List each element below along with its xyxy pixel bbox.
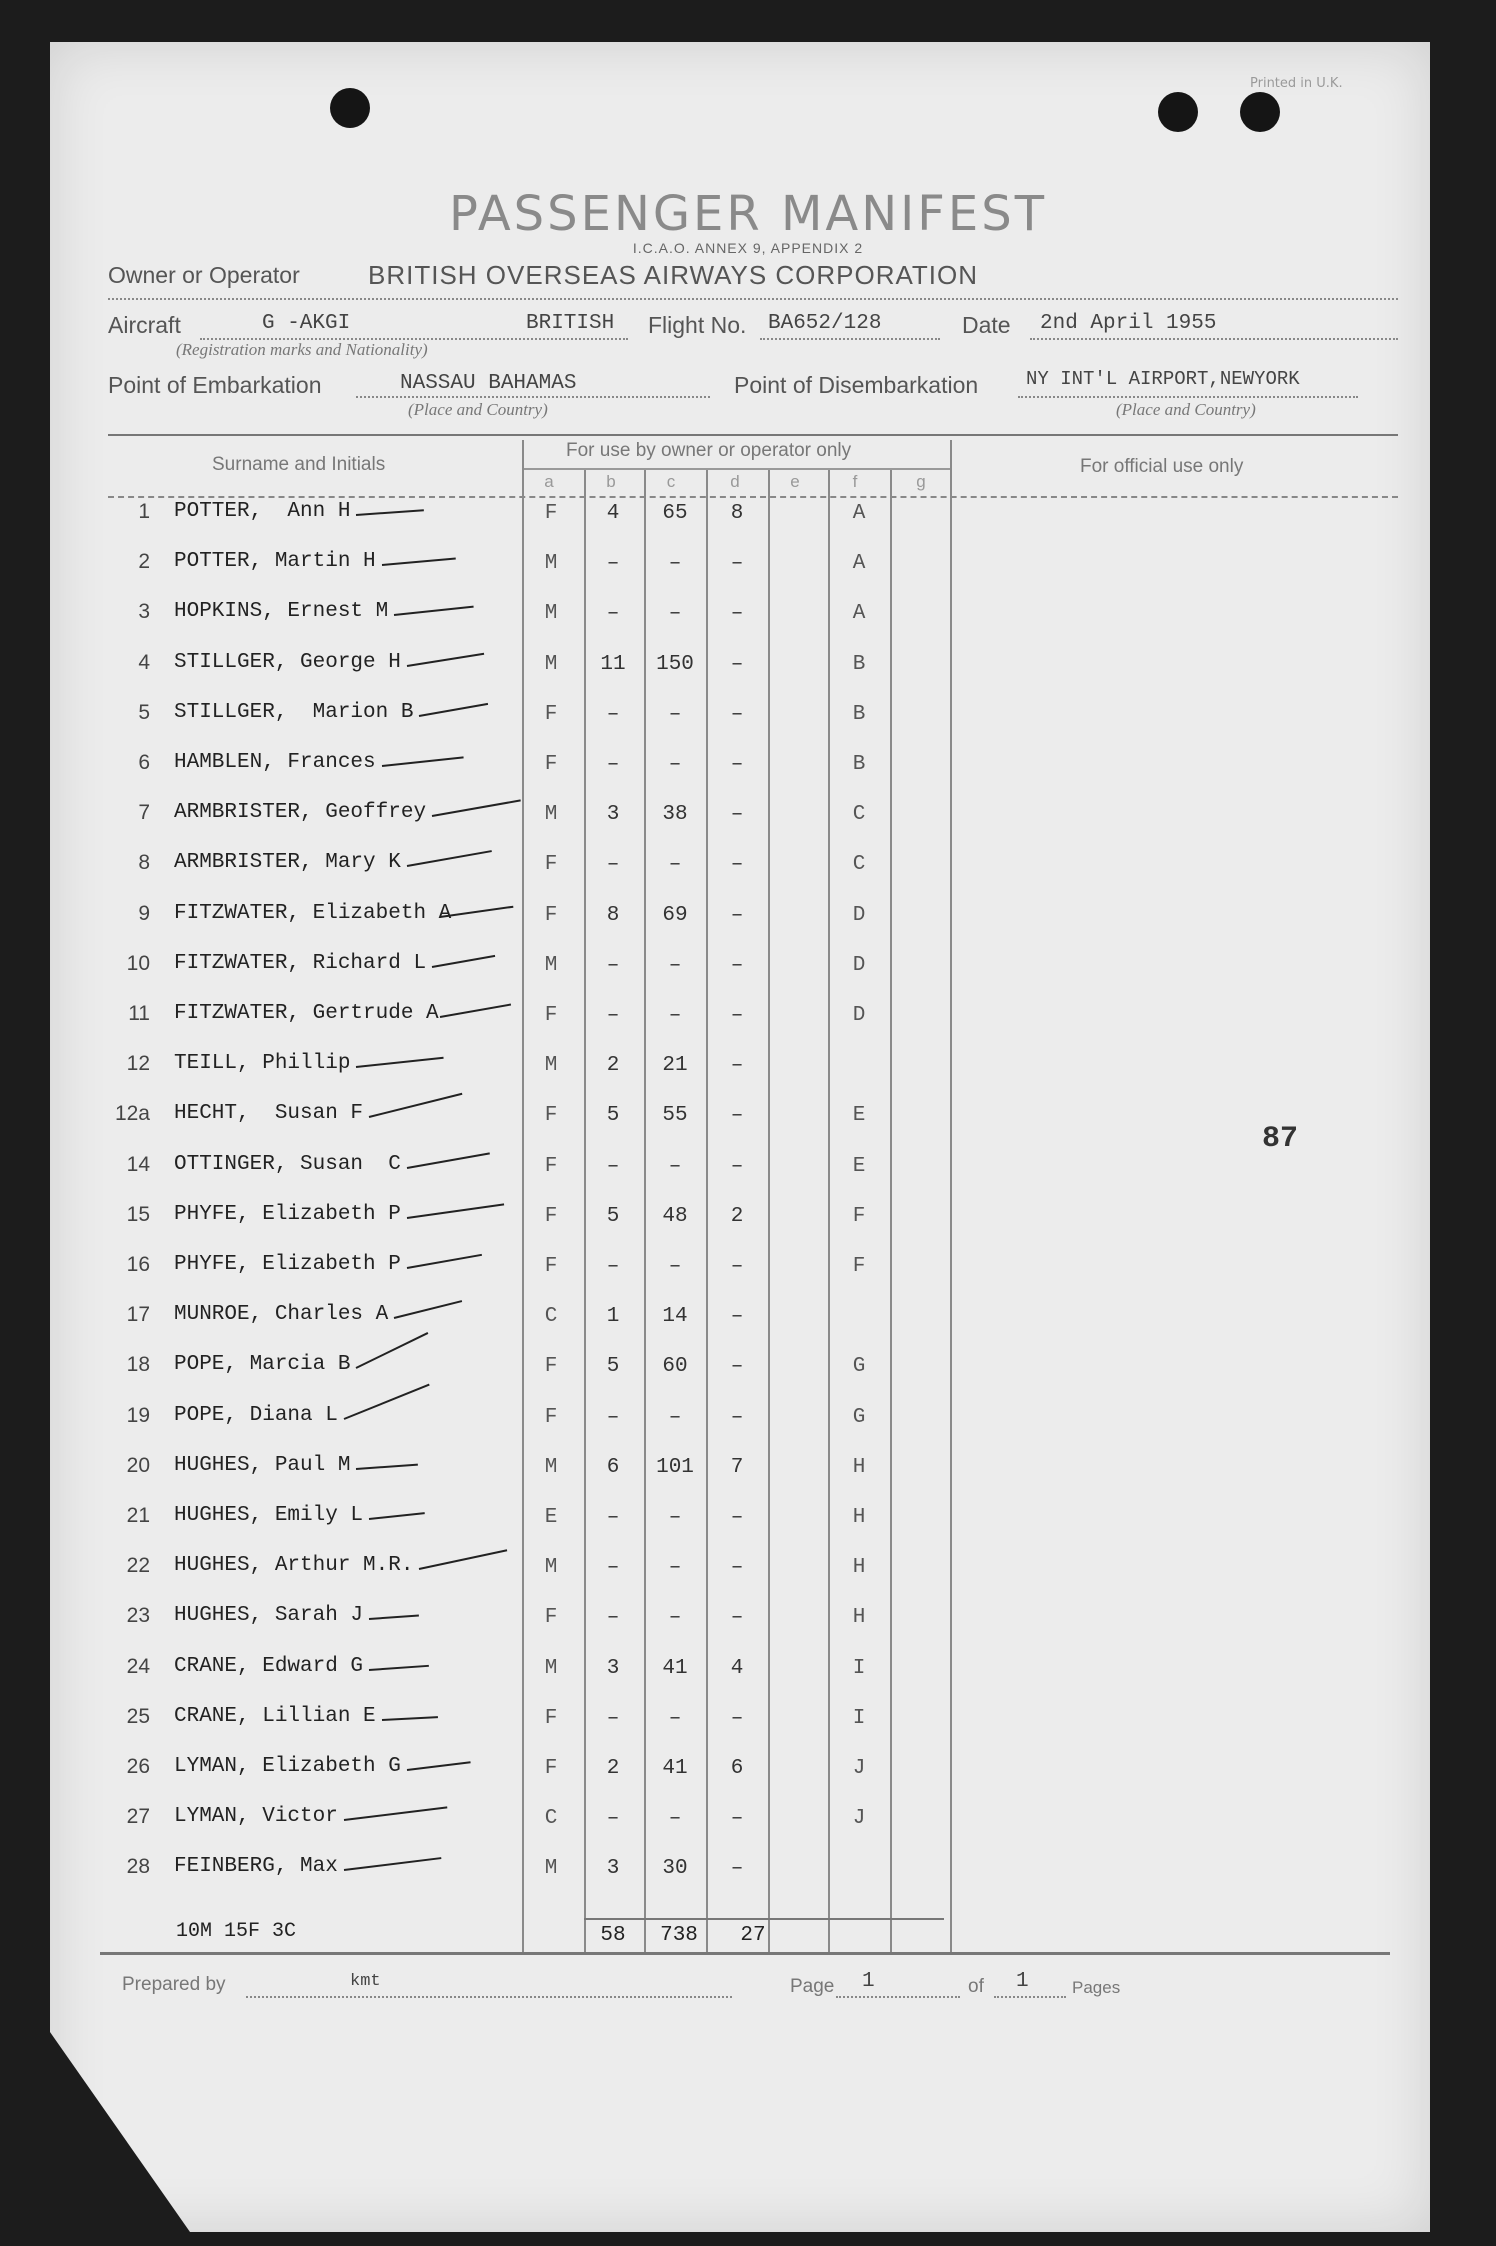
page-label: Page (790, 1976, 835, 1997)
row-number: 8 (138, 851, 150, 874)
cell-b: – (606, 1255, 620, 1278)
check-mark (382, 1716, 438, 1721)
cell-b: 3 (606, 803, 620, 826)
cell-a: C (544, 1807, 558, 1830)
cell-a: E (544, 1506, 558, 1529)
passenger-name: HECHT, Susan F (174, 1102, 364, 1125)
cell-b: 5 (606, 1104, 620, 1127)
cell-b: 5 (606, 1205, 620, 1228)
disembarkation-note: (Place and Country) (1116, 400, 1256, 419)
cell-a: F (544, 904, 558, 927)
cell-d: – (730, 1556, 744, 1579)
cell-a: F (544, 1406, 558, 1429)
cell-f: C (852, 853, 866, 876)
passenger-name: FITZWATER, Gertrude A (174, 1002, 439, 1025)
cell-a: F (544, 853, 558, 876)
prepared-by-rule (246, 1996, 732, 1998)
disembarkation-rule (1018, 396, 1358, 398)
embarkation-label: Point of Embarkation (108, 372, 322, 398)
cell-a: M (544, 1556, 558, 1579)
cell-d: – (730, 552, 744, 575)
row-number: 17 (126, 1303, 150, 1326)
column-b-header: b (606, 472, 616, 491)
embarkation-rule (356, 396, 710, 398)
cell-f: I (852, 1707, 866, 1730)
passenger-name: POTTER, Martin H (174, 550, 376, 573)
cell-a: F (544, 1104, 558, 1127)
cell-c: – (668, 703, 682, 726)
cell-d: – (730, 803, 744, 826)
cell-f: C (852, 803, 866, 826)
cell-c: – (668, 954, 682, 977)
check-mark (356, 1057, 444, 1068)
punch-hole-left (330, 88, 370, 128)
row-number: 12 (126, 1052, 150, 1075)
passenger-name: PHYFE, Elizabeth P (174, 1203, 401, 1226)
check-mark (394, 1300, 462, 1319)
check-mark (344, 1857, 442, 1871)
cell-c: – (668, 753, 682, 776)
cell-d: – (730, 1155, 744, 1178)
cell-d: – (730, 1707, 744, 1730)
passenger-name: STILLGER, George H (174, 651, 401, 674)
cell-a: C (544, 1305, 558, 1328)
operator-subrule (524, 468, 950, 470)
cell-f: A (852, 502, 866, 525)
passenger-name: FEINBERG, Max (174, 1855, 338, 1878)
cell-f: H (852, 1556, 866, 1579)
check-mark (369, 1615, 419, 1620)
row-number: 6 (138, 751, 150, 774)
cell-c: 48 (662, 1205, 688, 1228)
cell-b: – (606, 1606, 620, 1629)
cell-b: – (606, 552, 620, 575)
passenger-name: MUNROE, Charles A (174, 1303, 389, 1326)
cell-f: H (852, 1456, 866, 1479)
cell-a: F (544, 1004, 558, 1027)
passenger-name: HUGHES, Arthur M.R. (174, 1554, 414, 1577)
passenger-name: ARMBRISTER, Geoffrey (174, 801, 427, 824)
passenger-name: STILLGER, Marion B (174, 701, 414, 724)
cell-c: 41 (662, 1657, 688, 1680)
row-number: 22 (126, 1554, 150, 1577)
column-c-header: c (666, 472, 676, 491)
cell-d: – (730, 1355, 744, 1378)
total-b: 58 (600, 1924, 626, 1947)
column-d-header: d (730, 472, 740, 491)
cell-a: M (544, 552, 558, 575)
cell-c: – (668, 552, 682, 575)
cell-a: F (544, 703, 558, 726)
cell-d: – (730, 753, 744, 776)
total-d: 27 (740, 1924, 766, 1947)
cell-f: B (852, 703, 866, 726)
flight-rule (760, 338, 940, 340)
cell-a: M (544, 1456, 558, 1479)
owner-rule (108, 298, 1398, 300)
row-number: 4 (138, 651, 150, 674)
cell-d: – (730, 1305, 744, 1328)
row-number: 14 (126, 1153, 150, 1176)
table-top-rule (108, 434, 1398, 436)
cell-a: F (544, 1205, 558, 1228)
cell-b: 4 (606, 502, 620, 525)
passenger-name: HOPKINS, Ernest M (174, 600, 389, 623)
cell-d: – (730, 703, 744, 726)
check-mark (419, 703, 488, 717)
printer-mark: Printed in U.K. (1250, 76, 1343, 91)
cell-c: 41 (662, 1757, 688, 1780)
cell-b: – (606, 602, 620, 625)
cell-f: F (852, 1205, 866, 1228)
of-label: of (968, 1976, 984, 1997)
row-number: 26 (126, 1755, 150, 1778)
row-number: 12a (114, 1102, 150, 1125)
date-value: 2nd April 1955 (1040, 312, 1217, 335)
passenger-name: PHYFE, Elizabeth P (174, 1253, 401, 1276)
cell-f: A (852, 552, 866, 575)
row-number: 5 (138, 701, 150, 724)
cell-f: G (852, 1355, 866, 1378)
cell-f: J (852, 1757, 866, 1780)
cell-c: – (668, 1406, 682, 1429)
cell-f: B (852, 753, 866, 776)
document-subtitle: I.C.A.O. ANNEX 9, APPENDIX 2 (632, 240, 864, 256)
owner-value: BRITISH OVERSEAS AIRWAYS CORPORATION (368, 260, 979, 290)
column-g-header: g (916, 472, 926, 491)
check-mark (407, 1761, 471, 1771)
gender-summary: 10M 15F 3C (176, 1920, 297, 1943)
row-number: 16 (126, 1253, 150, 1276)
cell-c: – (668, 1606, 682, 1629)
cell-b: 5 (606, 1355, 620, 1378)
cell-c: 55 (662, 1104, 688, 1127)
pages-label: Pages (1072, 1978, 1121, 1997)
cell-b: 6 (606, 1456, 620, 1479)
cell-a: M (544, 602, 558, 625)
cell-f: D (852, 904, 866, 927)
cell-c: – (668, 1004, 682, 1027)
passenger-name: HUGHES, Emily L (174, 1504, 364, 1527)
cell-d: 2 (730, 1205, 744, 1228)
cell-c: 101 (656, 1456, 694, 1479)
cell-c: – (668, 1255, 682, 1278)
cell-f: B (852, 653, 866, 676)
cell-d: – (730, 904, 744, 927)
column-a-header: a (544, 472, 554, 491)
check-mark (407, 1203, 504, 1219)
cell-b: 1 (606, 1305, 620, 1328)
passenger-name: LYMAN, Elizabeth G (174, 1755, 401, 1778)
cell-a: M (544, 803, 558, 826)
row-number: 27 (126, 1805, 150, 1828)
cell-c: 65 (662, 502, 688, 525)
of-rule (994, 1996, 1066, 1998)
cell-f: E (852, 1155, 866, 1178)
cell-c: 69 (662, 904, 688, 927)
cell-b: 8 (606, 904, 620, 927)
disembarkation-value: NY INT'L AIRPORT,NEWYORK (1026, 368, 1300, 390)
check-mark (381, 756, 463, 767)
prepared-by-label: Prepared by (122, 1974, 226, 1995)
cell-c: – (668, 1807, 682, 1830)
cell-c: 60 (662, 1355, 688, 1378)
cell-f: J (852, 1807, 866, 1830)
cell-d: – (730, 1406, 744, 1429)
passenger-name: FITZWATER, Elizabeth A (174, 902, 452, 925)
passenger-name: ARMBRISTER, Mary K (174, 851, 401, 874)
passenger-name: FITZWATER, Richard L (174, 952, 427, 975)
row-number: 21 (126, 1504, 150, 1527)
cell-b: – (606, 853, 620, 876)
of-value: 1 (1016, 1970, 1029, 1993)
row-number: 7 (138, 801, 150, 824)
passenger-name: HAMBLEN, Frances (174, 751, 376, 774)
row-number: 19 (126, 1404, 150, 1427)
cell-a: F (544, 1757, 558, 1780)
official-note: 87 (1262, 1122, 1299, 1156)
embarkation-note: (Place and Country) (408, 400, 548, 419)
cell-f: I (852, 1657, 866, 1680)
cell-d: – (730, 653, 744, 676)
passenger-name: POPE, Marcia B (174, 1353, 351, 1376)
cell-b: – (606, 703, 620, 726)
cell-a: F (544, 1707, 558, 1730)
cell-f: G (852, 1406, 866, 1429)
cell-f: H (852, 1606, 866, 1629)
passenger-name: TEILL, Phillip (174, 1052, 351, 1075)
cell-a: F (544, 1255, 558, 1278)
cell-b: 2 (606, 1054, 620, 1077)
cell-a: F (544, 1155, 558, 1178)
cell-b: – (606, 954, 620, 977)
cell-a: M (544, 1054, 558, 1077)
row-number: 23 (126, 1604, 150, 1627)
cell-d: – (730, 1004, 744, 1027)
cell-a: F (544, 502, 558, 525)
operator-header: For use by owner or operator only (566, 440, 852, 461)
header-bottom-rule (108, 496, 1398, 498)
cell-c: – (668, 1155, 682, 1178)
check-mark (344, 1806, 447, 1821)
cell-d: 6 (730, 1757, 744, 1780)
row-number: 20 (126, 1454, 150, 1477)
passenger-name: CRANE, Edward G (174, 1655, 364, 1678)
passenger-name: LYMAN, Victor (174, 1805, 338, 1828)
aircraft-label: Aircraft (108, 312, 181, 338)
check-mark (407, 1254, 482, 1269)
flight-label: Flight No. (648, 312, 747, 338)
cell-a: M (544, 954, 558, 977)
cell-d: – (730, 1255, 744, 1278)
disembarkation-label: Point of Disembarkation (734, 372, 979, 398)
cell-f: D (852, 954, 866, 977)
check-mark (382, 558, 456, 566)
cell-a: M (544, 1657, 558, 1680)
row-number: 11 (128, 1002, 150, 1025)
cell-d: 4 (730, 1657, 744, 1680)
aircraft-note: (Registration marks and Nationality) (176, 340, 428, 359)
cell-b: – (606, 1406, 620, 1429)
cell-c: – (668, 1506, 682, 1529)
check-mark (407, 850, 492, 867)
cell-b: 11 (600, 653, 626, 676)
owner-label: Owner or Operator (108, 262, 300, 288)
cell-d: – (730, 954, 744, 977)
cell-a: M (544, 1857, 558, 1880)
totals-rule (584, 1918, 944, 1920)
check-mark (407, 1152, 490, 1169)
cell-f: F (852, 1255, 866, 1278)
document-title: PASSENGER MANIFEST (448, 186, 1048, 242)
page-value: 1 (862, 1970, 875, 1993)
cell-c: – (668, 1556, 682, 1579)
cell-f: H (852, 1506, 866, 1529)
cell-f: D (852, 1004, 866, 1027)
cell-d: – (730, 1104, 744, 1127)
page-rule (836, 1996, 960, 1998)
cell-d: 7 (730, 1456, 744, 1479)
column-f-header: f (852, 472, 858, 491)
check-mark (369, 1665, 429, 1671)
cell-d: – (730, 1807, 744, 1830)
passenger-name: HUGHES, Sarah J (174, 1604, 364, 1627)
cell-a: F (544, 1606, 558, 1629)
passenger-name: POPE, Diana L (174, 1404, 338, 1427)
check-mark (356, 1464, 418, 1470)
row-number: 28 (126, 1855, 150, 1878)
passenger-name: HUGHES, Paul M (174, 1454, 351, 1477)
passenger-name: CRANE, Lillian E (174, 1705, 376, 1728)
date-label: Date (962, 312, 1011, 338)
passenger-name: POTTER, Ann H (174, 500, 351, 523)
cell-b: 3 (606, 1857, 620, 1880)
cell-b: – (606, 1004, 620, 1027)
cell-a: F (544, 1355, 558, 1378)
check-mark (432, 799, 521, 817)
cell-b: – (606, 1707, 620, 1730)
cell-d: – (730, 1606, 744, 1629)
cell-b: – (606, 1506, 620, 1529)
cell-a: F (544, 753, 558, 776)
embarkation-value: NASSAU BAHAMAS (400, 372, 577, 395)
cell-b: – (606, 1556, 620, 1579)
cell-c: – (668, 602, 682, 625)
flight-number: BA652/128 (768, 312, 882, 335)
row-number: 15 (126, 1203, 150, 1226)
total-c: 738 (660, 1924, 698, 1947)
check-mark (356, 509, 424, 516)
cell-c: – (668, 1707, 682, 1730)
row-number: 1 (138, 500, 150, 523)
cell-d: – (730, 1054, 744, 1077)
aircraft-registration: G -AKGI (262, 312, 351, 335)
official-header: For official use only (1080, 456, 1244, 477)
cell-f: A (852, 602, 866, 625)
cell-b: – (606, 1155, 620, 1178)
row-number: 25 (126, 1705, 150, 1728)
check-mark (394, 606, 474, 616)
passenger-name: OTTINGER, Susan C (174, 1153, 401, 1176)
cell-b: – (606, 753, 620, 776)
cell-d: – (730, 853, 744, 876)
check-mark (369, 1512, 425, 1520)
surname-header: Surname and Initials (212, 454, 386, 475)
cell-c: 150 (656, 653, 694, 676)
cell-b: 3 (606, 1657, 620, 1680)
cell-f: E (852, 1104, 866, 1127)
column-e-header: e (790, 472, 800, 491)
check-mark (407, 653, 484, 667)
cell-d: 8 (730, 502, 744, 525)
row-number: 3 (138, 600, 150, 623)
date-rule (1030, 338, 1398, 340)
row-number: 10 (126, 952, 150, 975)
cell-c: 14 (662, 1305, 688, 1328)
table-bottom-rule (100, 1952, 1390, 1955)
cell-d: – (730, 602, 744, 625)
check-mark (432, 955, 495, 968)
cell-c: – (668, 853, 682, 876)
check-mark (440, 1004, 511, 1018)
row-number: 24 (126, 1655, 150, 1678)
cell-d: – (730, 1857, 744, 1880)
row-number: 9 (138, 902, 150, 925)
cell-c: 21 (662, 1054, 688, 1077)
cell-c: 38 (662, 803, 688, 826)
punch-hole-right-1 (1158, 92, 1198, 132)
prepared-by-value: kmt (350, 1972, 381, 1991)
cell-d: – (730, 1506, 744, 1529)
cell-b: 2 (606, 1757, 620, 1780)
row-number: 18 (126, 1353, 150, 1376)
aircraft-nationality: BRITISH (526, 312, 615, 335)
row-number: 2 (138, 550, 150, 573)
cell-c: 30 (662, 1857, 688, 1880)
cell-b: – (606, 1807, 620, 1830)
punch-hole-right-2 (1240, 92, 1280, 132)
cell-a: M (544, 653, 558, 676)
